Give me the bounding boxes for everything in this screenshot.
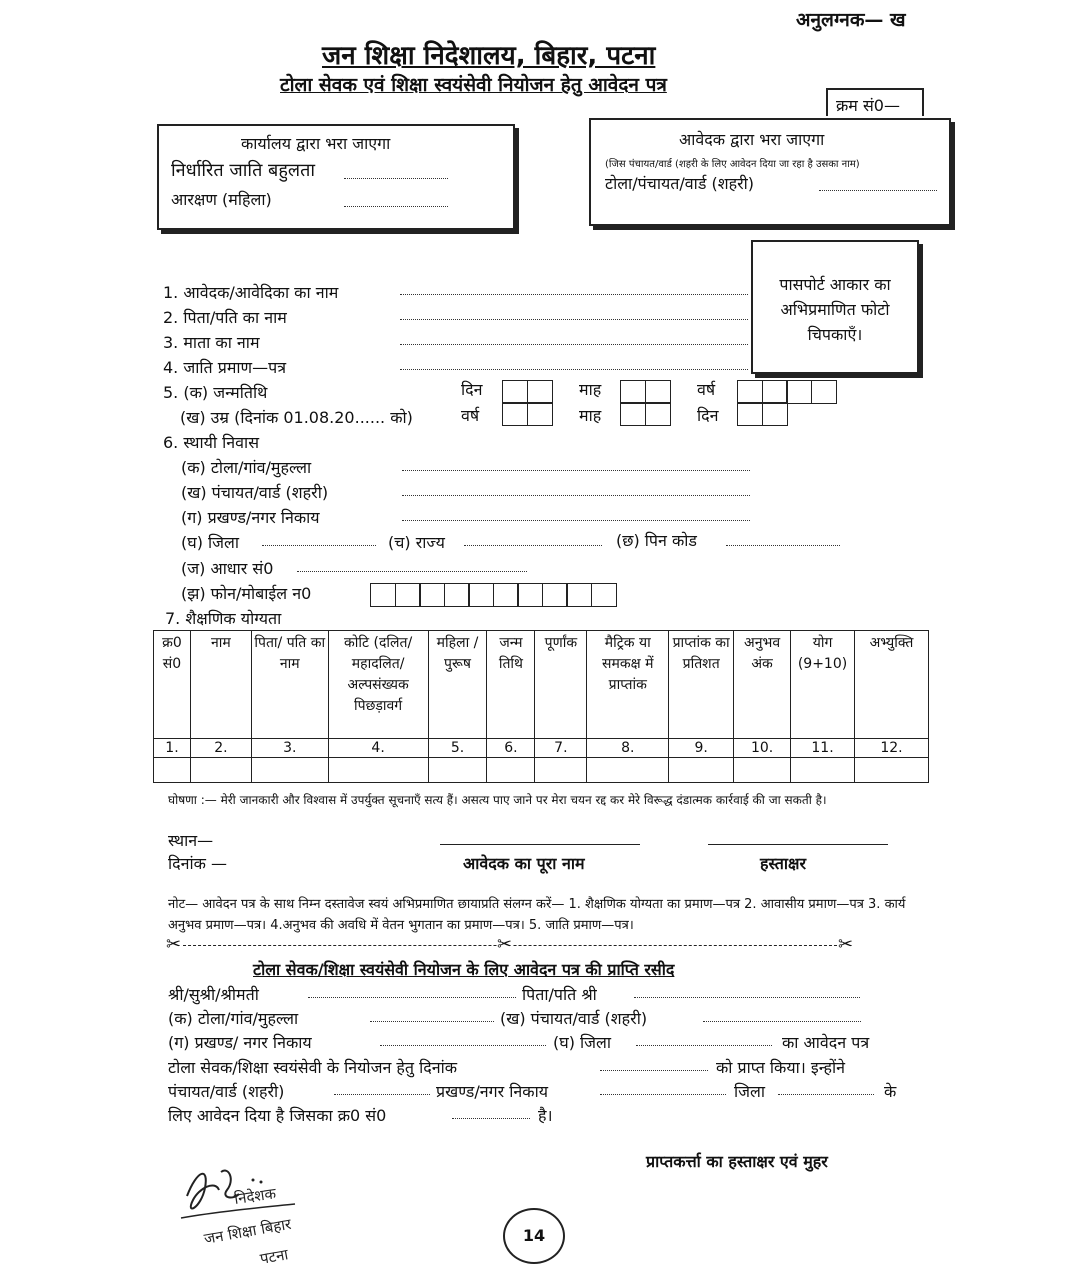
father-name-field[interactable] [400, 319, 748, 320]
column-number: 9. [669, 739, 734, 758]
age-day-label: दिन [697, 406, 719, 425]
declaration-text: घोषणा :— मेरी जानकारी और विश्वास में उपर्युक्त सूचनाएँ सत्य हैं। असत्य पाए जाने पर मेरा चयन रद्द कर मेरे विरूद्ध दंडात्मक कार्रवाई की जा सकती है। [168, 793, 827, 807]
table-cell[interactable] [855, 758, 929, 783]
caste-certificate-field[interactable] [400, 369, 748, 370]
office-box [157, 124, 515, 230]
column-number: 1. [154, 739, 191, 758]
receipt-block2-field[interactable] [600, 1094, 726, 1095]
table-header: अभ्युक्ति [855, 631, 929, 739]
receipt-tola-label: (क) टोला/गांव/मुहल्ला [168, 1009, 299, 1028]
applicant-name-field[interactable] [400, 294, 748, 295]
table-header: मैट्रिक या समकक्ष में प्राप्तांक [587, 631, 669, 739]
table-cell[interactable] [428, 758, 487, 783]
photo-box-text: पासपोर्ट आकार का अभिप्रमाणित फोटो चिपकाएँ। [779, 275, 891, 344]
receipt-tola-field[interactable] [370, 1021, 494, 1022]
dob-year-label: वर्ष [697, 380, 716, 399]
receipt-panchayat-label: (ख) पंचायत/वार्ड (शहरी) [500, 1009, 648, 1028]
receipt-received-label: को प्राप्त किया। इन्होंने [716, 1058, 846, 1077]
dob-day-boxes[interactable] [502, 380, 551, 404]
age-label: (ख) उम्र (दिनांक 01.08.20...... को) [180, 408, 413, 427]
scissors-icon: ✂ [497, 934, 513, 955]
table-header: महिला / पुरूष [428, 631, 487, 739]
age-day-boxes[interactable] [737, 402, 786, 426]
svg-text:निदेशक: निदेशक [233, 1184, 278, 1208]
full-name-line[interactable] [440, 844, 640, 845]
state-label: (च) राज्य [388, 533, 445, 552]
district-field[interactable] [262, 545, 376, 546]
office-reservation-label: आरक्षण (महिला) [171, 190, 272, 209]
table-cell[interactable] [734, 758, 791, 783]
column-number: 7. [535, 739, 587, 758]
annex-label: अनुलग्नक— ख [796, 9, 906, 31]
table-header: पूर्णांक [535, 631, 587, 739]
aadhaar-label: (ज) आधार सं0 [181, 559, 274, 578]
svg-text:जन शिक्षा बिहार: जन शिक्षा बिहार [202, 1214, 293, 1248]
age-month-label: माह [579, 406, 602, 425]
receipt-serial-field[interactable] [452, 1118, 530, 1119]
dob-month-boxes[interactable] [620, 380, 669, 404]
block-field[interactable] [402, 520, 750, 521]
tola-field[interactable] [402, 470, 750, 471]
scissors-icon: ✂ [166, 934, 182, 955]
column-number: 4. [328, 739, 428, 758]
table-cell[interactable] [328, 758, 428, 783]
table-header: पिता/ पति का नाम [251, 631, 328, 739]
state-field[interactable] [464, 545, 602, 546]
age-year-label: वर्ष [461, 406, 480, 425]
pincode-field[interactable] [726, 545, 840, 546]
education-label: 7. शैक्षणिक योग्यता [165, 609, 282, 628]
tola-label: (क) टोला/गांव/मुहल्ला [181, 458, 312, 477]
table-cell[interactable] [154, 758, 191, 783]
table-header: प्राप्तांक का प्रतिशत [669, 631, 734, 739]
scissors-icon: ✂ [838, 934, 854, 955]
receipt-application-label: का आवेदन पत्र [782, 1033, 870, 1052]
table-header: योग (9+10) [791, 631, 855, 739]
photo-box[interactable] [751, 240, 919, 374]
receipt-panchayat-field[interactable] [703, 1021, 861, 1022]
full-name-label: आवेदक का पूरा नाम [463, 854, 585, 873]
dob-label: 5. (क) जन्मतिथि [163, 383, 268, 402]
receipt-serial-label: लिए आवेदन दिया है जिसका क्र0 सं0 [168, 1106, 387, 1125]
dob-day-label: दिन [461, 380, 483, 399]
table-cell[interactable] [190, 758, 251, 783]
receipt-district-field[interactable] [636, 1045, 772, 1046]
table-header: अनुभव अंक [734, 631, 791, 739]
column-number: 8. [587, 739, 669, 758]
pincode-label: (छ) पिन कोड [616, 531, 697, 550]
applicant-box [589, 118, 951, 226]
receipt-date-field[interactable] [600, 1070, 708, 1071]
applicant-box-field-label: टोला/पंचायत/वार्ड (शहरी) [605, 174, 755, 193]
applicant-box-field[interactable] [819, 190, 937, 191]
mother-name-field[interactable] [400, 344, 748, 345]
mother-name-label: 3. माता का नाम [163, 333, 260, 352]
aadhaar-field[interactable] [297, 571, 527, 572]
table-header: जन्म तिथि [487, 631, 535, 739]
column-number: 11. [791, 739, 855, 758]
column-number: 3. [251, 739, 328, 758]
column-number: 2. [190, 739, 251, 758]
date-label: दिनांक — [168, 854, 228, 873]
table-cell[interactable] [791, 758, 855, 783]
office-box-title: कार्यालय द्वारा भरा जाएगा [241, 134, 391, 153]
column-number: 6. [487, 739, 535, 758]
receipt-block-field[interactable] [380, 1045, 546, 1046]
table-row[interactable] [154, 758, 929, 783]
receipt-date-label: टोला सेवक/शिक्षा स्वयंसेवी के नियोजन हेतु दिनांक [168, 1058, 458, 1077]
receipt-name-label: श्री/सुश्री/श्रीमती [168, 985, 259, 1004]
receipt-block-label: (ग) प्रखण्ड/ नगर निकाय [168, 1033, 312, 1052]
page-subtitle: टोला सेवक एवं शिक्षा स्वयंसेवी नियोजन हेतु आवेदन पत्र [280, 74, 667, 96]
receipt-hai-label: है। [538, 1106, 553, 1125]
table-cell[interactable] [251, 758, 328, 783]
office-caste-label: निर्धारित जाति बहुलता [171, 160, 316, 181]
age-month-boxes[interactable] [620, 402, 669, 426]
table-cell[interactable] [535, 758, 587, 783]
column-number: 5. [428, 739, 487, 758]
receipt-father-field[interactable] [634, 997, 860, 998]
note-text: नोट— आवेदन पत्र के साथ निम्न दस्तावेज स्वयं अभिप्रमाणित छायाप्रति संलग्न करें— 1. शैक्षणिक योग्यता का प्रमाण—पत्र 2. आवासीय प्रमाण—पत्र 3. कार्य अनुभव प्रमाण—पत्र। 4.अनुभव की अवधि में वेतन भुगतान का प्रमाण—पत्र। 5. जाति प्रमाण—पत्र। [168, 897, 906, 933]
signature-label: हस्ताक्षर [760, 854, 807, 873]
director-signature-stamp [175, 1160, 375, 1270]
applicant-box-note: (जिस पंचायत/वार्ड (शहरी के लिए आवेदन दिया जा रहा है उसका नाम) [605, 159, 860, 170]
receipt-block2-label: प्रखण्ड/नगर निकाय [436, 1082, 548, 1101]
receipt-name-field[interactable] [308, 997, 516, 998]
table-header: नाम [190, 631, 251, 739]
table-cell[interactable] [669, 758, 734, 783]
column-number: 10. [734, 739, 791, 758]
page-number: 14 [503, 1208, 565, 1264]
dob-month-label: माह [579, 380, 602, 399]
education-table [153, 630, 929, 783]
receipt-district-label: (घ) जिला [553, 1033, 612, 1052]
receipt-panchayat2-label: पंचायत/वार्ड (शहरी) [168, 1082, 285, 1101]
receiver-signature-label: प्राप्तकर्त्ता का हस्ताक्षर एवं मुहर [646, 1152, 828, 1171]
father-name-label: 2. पिता/पति का नाम [163, 308, 287, 327]
dob-year-boxes[interactable] [737, 380, 835, 404]
age-year-boxes[interactable] [502, 402, 551, 426]
block-label: (ग) प्रखण्ड/नगर निकाय [181, 508, 320, 527]
table-row [154, 739, 929, 758]
place-label: स्थान— [168, 831, 214, 850]
receipt-district2-field[interactable] [778, 1094, 874, 1095]
column-number: 12. [855, 739, 929, 758]
serial-box [826, 88, 924, 116]
permanent-address-label: 6. स्थायी निवास [163, 433, 260, 452]
table-cell[interactable] [487, 758, 535, 783]
phone-label: (झ) फोन/मोबाईल न0 [181, 584, 312, 603]
receipt-ke-label: के [884, 1082, 897, 1101]
receipt-panchayat2-field[interactable] [334, 1094, 430, 1095]
table-cell[interactable] [587, 758, 669, 783]
page-title: जन शिक्षा निदेशालय, बिहार, पटना [322, 41, 656, 71]
signature-line[interactable] [708, 844, 888, 845]
receipt-father-label: पिता/पति श्री [522, 985, 597, 1004]
receipt-district2-label: जिला [734, 1082, 766, 1101]
applicant-box-title: आवेदक द्वारा भरा जाएगा [679, 130, 825, 149]
phone-boxes[interactable] [370, 583, 615, 607]
serial-label: क्रम सं0— [836, 96, 900, 115]
panchayat-field[interactable] [402, 495, 750, 496]
panchayat-label: (ख) पंचायत/वार्ड (शहरी) [181, 483, 329, 502]
district-label: (घ) जिला [181, 533, 240, 552]
svg-text:पटना: पटना [258, 1245, 290, 1268]
receipt-title: टोला सेवक/शिक्षा स्वयंसेवी नियोजन के लिए आवेदन पत्र की प्राप्ति रसीद [253, 960, 675, 979]
caste-certificate-label: 4. जाति प्रमाण—पत्र [163, 358, 287, 377]
table-header: कोटि (दलित/ महादलित/ अल्पसंख्यक पिछड़ावर्ग [328, 631, 428, 739]
table-header: क्र0 सं0 [154, 631, 191, 739]
applicant-name-label: 1. आवेदक/आवेदिका का नाम [163, 283, 339, 302]
